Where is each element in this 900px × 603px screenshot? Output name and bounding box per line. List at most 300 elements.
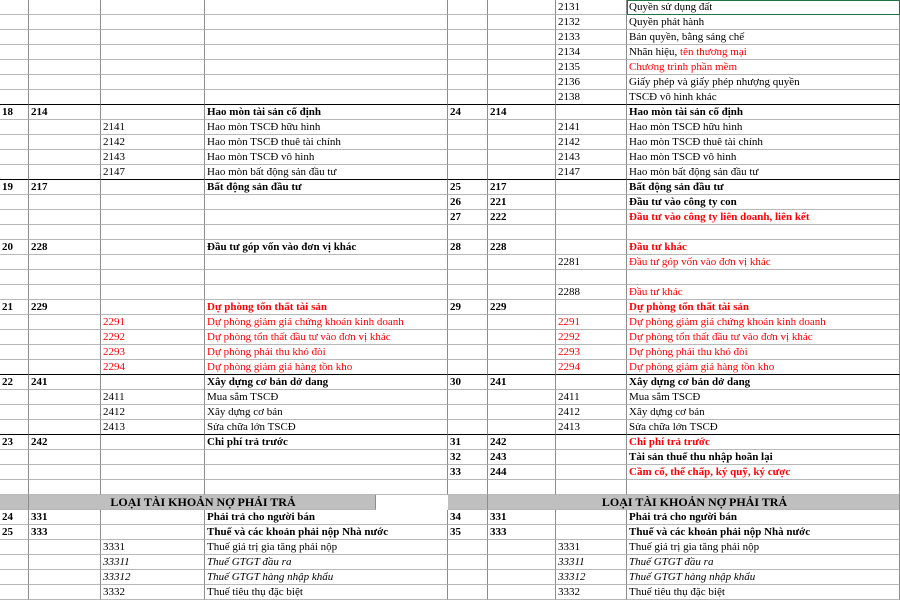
table-cell[interactable]	[448, 90, 488, 105]
table-cell[interactable]	[627, 45, 900, 60]
table-cell[interactable]	[0, 255, 29, 270]
table-cell[interactable]	[448, 195, 488, 210]
table-cell[interactable]	[488, 30, 556, 45]
table-cell[interactable]	[556, 240, 627, 255]
table-cell[interactable]	[205, 465, 448, 480]
table-cell[interactable]	[29, 180, 101, 195]
table-cell[interactable]	[556, 270, 627, 285]
table-cell[interactable]	[0, 45, 29, 60]
table-cell[interactable]	[101, 585, 205, 600]
table-cell[interactable]	[448, 285, 488, 300]
table-cell[interactable]	[101, 150, 205, 165]
table-cell[interactable]	[448, 255, 488, 270]
table-cell[interactable]	[29, 270, 101, 285]
table-cell[interactable]	[0, 195, 29, 210]
table-cell[interactable]	[627, 270, 900, 285]
table-cell[interactable]	[205, 570, 448, 585]
table-cell[interactable]	[556, 330, 627, 345]
table-cell[interactable]	[488, 555, 556, 570]
table-cell[interactable]	[556, 60, 627, 75]
table-cell[interactable]	[448, 570, 488, 585]
table-cell[interactable]	[488, 585, 556, 600]
table-cell[interactable]	[205, 270, 448, 285]
table-cell[interactable]	[448, 270, 488, 285]
table-cell[interactable]	[0, 165, 29, 180]
table-cell[interactable]	[29, 465, 101, 480]
table-cell[interactable]	[627, 405, 900, 420]
table-cell[interactable]	[29, 585, 101, 600]
table-cell[interactable]	[101, 210, 205, 225]
table-cell[interactable]	[205, 390, 448, 405]
table-cell[interactable]	[29, 135, 101, 150]
table-cell[interactable]	[205, 15, 448, 30]
table-cell[interactable]	[29, 195, 101, 210]
table-cell[interactable]	[29, 540, 101, 555]
table-cell[interactable]	[488, 270, 556, 285]
table-cell[interactable]	[627, 510, 900, 525]
table-cell[interactable]	[0, 480, 29, 495]
table-cell[interactable]	[627, 90, 900, 105]
table-cell[interactable]	[205, 315, 448, 330]
table-cell[interactable]	[0, 345, 29, 360]
table-cell[interactable]	[101, 510, 205, 525]
table-cell[interactable]	[0, 540, 29, 555]
table-cell[interactable]	[205, 150, 448, 165]
table-cell[interactable]	[556, 90, 627, 105]
table-cell[interactable]	[448, 165, 488, 180]
table-cell[interactable]	[488, 570, 556, 585]
table-cell[interactable]	[29, 240, 101, 255]
table-cell[interactable]	[488, 315, 556, 330]
table-cell[interactable]	[0, 120, 29, 135]
table-cell[interactable]	[627, 0, 900, 15]
table-cell[interactable]	[0, 315, 29, 330]
table-cell[interactable]	[627, 375, 900, 390]
table-cell[interactable]	[556, 465, 627, 480]
table-cell[interactable]	[29, 330, 101, 345]
table-cell[interactable]	[627, 105, 900, 120]
table-cell[interactable]	[627, 435, 900, 450]
table-cell[interactable]	[627, 150, 900, 165]
table-cell[interactable]	[556, 315, 627, 330]
table-cell[interactable]	[448, 330, 488, 345]
table-cell[interactable]	[627, 30, 900, 45]
table-cell[interactable]	[488, 165, 556, 180]
table-cell[interactable]	[0, 60, 29, 75]
table-cell[interactable]	[627, 480, 900, 495]
table-cell[interactable]	[448, 390, 488, 405]
table-cell[interactable]	[627, 15, 900, 30]
table-cell[interactable]	[556, 420, 627, 435]
table-cell[interactable]	[101, 30, 205, 45]
table-cell[interactable]	[101, 60, 205, 75]
table-cell[interactable]	[0, 285, 29, 300]
table-cell[interactable]	[0, 240, 29, 255]
table-cell[interactable]	[101, 195, 205, 210]
table-cell[interactable]	[0, 570, 29, 585]
table-cell[interactable]	[488, 105, 556, 120]
table-cell[interactable]	[448, 0, 488, 15]
table-cell[interactable]	[488, 75, 556, 90]
table-cell[interactable]	[101, 45, 205, 60]
table-cell[interactable]	[29, 345, 101, 360]
table-cell[interactable]	[101, 390, 205, 405]
table-cell[interactable]	[556, 585, 627, 600]
table-cell[interactable]	[488, 210, 556, 225]
table-cell[interactable]	[0, 330, 29, 345]
table-cell[interactable]	[205, 405, 448, 420]
table-cell[interactable]	[0, 90, 29, 105]
table-cell[interactable]	[29, 375, 101, 390]
table-cell[interactable]	[448, 105, 488, 120]
table-cell[interactable]	[101, 480, 205, 495]
table-cell[interactable]	[488, 360, 556, 375]
table-cell[interactable]	[448, 540, 488, 555]
table-cell[interactable]	[556, 450, 627, 465]
table-cell[interactable]	[488, 15, 556, 30]
table-cell[interactable]	[29, 60, 101, 75]
table-cell[interactable]	[627, 570, 900, 585]
table-cell[interactable]	[205, 105, 448, 120]
table-cell[interactable]	[627, 120, 900, 135]
section-header-cell[interactable]: LOẠI TÀI KHOẢN NỢ PHẢI TRẢ	[488, 495, 900, 510]
table-cell[interactable]	[205, 135, 448, 150]
table-cell[interactable]	[556, 540, 627, 555]
table-cell[interactable]	[448, 240, 488, 255]
table-cell[interactable]	[488, 45, 556, 60]
table-cell[interactable]	[101, 15, 205, 30]
table-cell[interactable]	[0, 30, 29, 45]
table-cell[interactable]	[0, 0, 29, 15]
table-cell[interactable]	[0, 555, 29, 570]
table-cell[interactable]	[488, 435, 556, 450]
table-cell[interactable]	[448, 15, 488, 30]
table-cell[interactable]	[627, 240, 900, 255]
table-cell[interactable]	[0, 450, 29, 465]
table-cell[interactable]	[101, 375, 205, 390]
table-cell[interactable]	[627, 255, 900, 270]
table-cell[interactable]	[205, 195, 448, 210]
table-cell[interactable]	[556, 195, 627, 210]
table-cell[interactable]	[448, 525, 488, 540]
table-cell[interactable]	[29, 405, 101, 420]
table-cell[interactable]	[205, 0, 448, 15]
table-cell[interactable]	[205, 285, 448, 300]
table-cell[interactable]	[0, 75, 29, 90]
table-cell[interactable]	[488, 375, 556, 390]
table-cell[interactable]	[0, 405, 29, 420]
table-cell[interactable]	[448, 150, 488, 165]
table-cell[interactable]	[488, 0, 556, 15]
table-cell[interactable]	[448, 360, 488, 375]
table-cell[interactable]	[556, 510, 627, 525]
table-cell[interactable]	[556, 390, 627, 405]
table-cell[interactable]	[29, 480, 101, 495]
table-cell[interactable]	[448, 120, 488, 135]
table-cell[interactable]	[488, 540, 556, 555]
table-cell[interactable]	[205, 240, 448, 255]
table-cell[interactable]	[101, 435, 205, 450]
table-cell[interactable]	[627, 75, 900, 90]
table-cell[interactable]	[627, 420, 900, 435]
table-cell[interactable]	[0, 510, 29, 525]
table-cell[interactable]	[488, 150, 556, 165]
table-cell[interactable]	[627, 555, 900, 570]
table-cell[interactable]	[205, 90, 448, 105]
table-cell[interactable]	[556, 30, 627, 45]
table-cell[interactable]	[0, 585, 29, 600]
table-cell[interactable]	[556, 255, 627, 270]
table-cell[interactable]	[627, 360, 900, 375]
table-cell[interactable]	[556, 375, 627, 390]
table-cell[interactable]	[29, 45, 101, 60]
table-cell[interactable]	[0, 390, 29, 405]
table-cell[interactable]	[556, 300, 627, 315]
table-cell[interactable]	[556, 150, 627, 165]
table-cell[interactable]	[101, 525, 205, 540]
table-cell[interactable]	[205, 300, 448, 315]
table-cell[interactable]	[29, 75, 101, 90]
table-cell[interactable]	[101, 465, 205, 480]
table-cell[interactable]	[101, 330, 205, 345]
table-cell[interactable]	[101, 555, 205, 570]
table-cell[interactable]	[488, 510, 556, 525]
table-cell[interactable]	[0, 435, 29, 450]
table-cell[interactable]	[101, 225, 205, 240]
table-cell[interactable]	[488, 285, 556, 300]
table-cell[interactable]	[556, 165, 627, 180]
table-cell[interactable]	[205, 165, 448, 180]
table-cell[interactable]	[101, 75, 205, 90]
table-cell[interactable]	[29, 90, 101, 105]
table-cell[interactable]	[0, 225, 29, 240]
table-cell[interactable]	[556, 135, 627, 150]
table-cell[interactable]	[556, 525, 627, 540]
table-cell[interactable]	[488, 300, 556, 315]
table-cell[interactable]	[205, 450, 448, 465]
table-cell[interactable]	[556, 360, 627, 375]
table-cell[interactable]	[488, 240, 556, 255]
table-cell[interactable]	[627, 315, 900, 330]
table-cell[interactable]	[101, 450, 205, 465]
table-cell[interactable]	[627, 225, 900, 240]
table-cell[interactable]	[29, 525, 101, 540]
table-cell[interactable]	[556, 75, 627, 90]
table-cell[interactable]	[448, 510, 488, 525]
table-cell[interactable]	[29, 0, 101, 15]
table-cell[interactable]	[448, 555, 488, 570]
table-cell[interactable]	[448, 30, 488, 45]
table-cell[interactable]	[556, 225, 627, 240]
table-cell[interactable]	[205, 225, 448, 240]
table-cell[interactable]	[29, 420, 101, 435]
table-cell[interactable]	[627, 465, 900, 480]
table-cell[interactable]	[205, 585, 448, 600]
table-cell[interactable]	[101, 0, 205, 15]
table-cell[interactable]	[205, 330, 448, 345]
table-cell[interactable]	[101, 270, 205, 285]
table-cell[interactable]	[101, 570, 205, 585]
table-cell[interactable]	[101, 360, 205, 375]
table-cell[interactable]	[29, 150, 101, 165]
table-cell[interactable]	[488, 60, 556, 75]
table-cell[interactable]	[0, 495, 29, 510]
table-cell[interactable]	[101, 540, 205, 555]
table-cell[interactable]	[205, 255, 448, 270]
table-cell[interactable]	[448, 210, 488, 225]
table-cell[interactable]	[101, 300, 205, 315]
table-cell[interactable]	[205, 435, 448, 450]
table-cell[interactable]	[556, 405, 627, 420]
table-cell[interactable]	[448, 45, 488, 60]
table-cell[interactable]	[29, 510, 101, 525]
table-cell[interactable]	[556, 15, 627, 30]
table-cell[interactable]	[29, 555, 101, 570]
table-cell[interactable]	[488, 135, 556, 150]
table-cell[interactable]	[29, 225, 101, 240]
table-cell[interactable]	[627, 585, 900, 600]
table-cell[interactable]	[448, 495, 488, 510]
table-cell[interactable]	[448, 465, 488, 480]
table-cell[interactable]	[448, 435, 488, 450]
table-cell[interactable]	[556, 570, 627, 585]
table-cell[interactable]	[448, 300, 488, 315]
table-cell[interactable]	[488, 390, 556, 405]
table-cell[interactable]	[205, 180, 448, 195]
table-cell[interactable]	[29, 30, 101, 45]
table-cell[interactable]	[0, 360, 29, 375]
table-cell[interactable]	[205, 510, 448, 525]
table-cell[interactable]	[205, 30, 448, 45]
table-cell[interactable]	[627, 330, 900, 345]
table-cell[interactable]	[448, 60, 488, 75]
table-cell[interactable]	[627, 285, 900, 300]
table-cell[interactable]	[205, 45, 448, 60]
table-cell[interactable]	[101, 255, 205, 270]
table-cell[interactable]	[0, 135, 29, 150]
table-cell[interactable]	[29, 285, 101, 300]
table-cell[interactable]	[0, 375, 29, 390]
table-cell[interactable]	[29, 15, 101, 30]
table-cell[interactable]	[488, 480, 556, 495]
table-cell[interactable]	[205, 210, 448, 225]
table-cell[interactable]	[205, 345, 448, 360]
table-cell[interactable]	[205, 75, 448, 90]
table-cell[interactable]	[627, 450, 900, 465]
table-cell[interactable]	[0, 300, 29, 315]
table-cell[interactable]	[101, 105, 205, 120]
table-cell[interactable]	[488, 420, 556, 435]
table-cell[interactable]	[101, 135, 205, 150]
table-cell[interactable]	[448, 315, 488, 330]
table-cell[interactable]	[448, 375, 488, 390]
table-cell[interactable]	[29, 210, 101, 225]
table-cell[interactable]	[0, 180, 29, 195]
table-cell[interactable]	[101, 345, 205, 360]
table-cell[interactable]	[556, 120, 627, 135]
table-cell[interactable]	[29, 165, 101, 180]
table-cell[interactable]	[29, 315, 101, 330]
table-cell[interactable]	[205, 375, 448, 390]
table-cell[interactable]	[29, 435, 101, 450]
table-cell[interactable]	[488, 330, 556, 345]
table-cell[interactable]	[448, 180, 488, 195]
table-cell[interactable]	[488, 255, 556, 270]
table-cell[interactable]	[29, 105, 101, 120]
table-cell[interactable]	[627, 525, 900, 540]
table-cell[interactable]	[205, 120, 448, 135]
table-cell[interactable]	[627, 195, 900, 210]
table-cell[interactable]	[627, 390, 900, 405]
table-cell[interactable]	[0, 105, 29, 120]
table-cell[interactable]	[101, 285, 205, 300]
table-cell[interactable]	[556, 210, 627, 225]
table-cell[interactable]	[488, 90, 556, 105]
table-cell[interactable]	[29, 360, 101, 375]
table-cell[interactable]	[101, 405, 205, 420]
table-cell[interactable]	[29, 390, 101, 405]
table-cell[interactable]	[556, 180, 627, 195]
table-cell[interactable]	[205, 555, 448, 570]
table-cell[interactable]	[627, 60, 900, 75]
table-cell[interactable]	[101, 420, 205, 435]
table-cell[interactable]	[627, 540, 900, 555]
section-header-cell[interactable]: LOẠI TÀI KHOẢN NỢ PHẢI TRẢ	[29, 495, 376, 510]
table-cell[interactable]	[556, 480, 627, 495]
table-cell[interactable]	[0, 420, 29, 435]
table-cell[interactable]	[556, 285, 627, 300]
table-cell[interactable]	[205, 420, 448, 435]
table-cell[interactable]	[448, 225, 488, 240]
table-cell[interactable]	[627, 180, 900, 195]
table-cell[interactable]	[556, 0, 627, 15]
table-cell[interactable]	[556, 45, 627, 60]
table-cell[interactable]	[448, 420, 488, 435]
table-cell[interactable]	[101, 165, 205, 180]
table-cell[interactable]	[488, 525, 556, 540]
table-cell[interactable]	[488, 120, 556, 135]
table-cell[interactable]	[556, 435, 627, 450]
table-cell[interactable]	[0, 270, 29, 285]
table-cell[interactable]	[101, 180, 205, 195]
table-cell[interactable]	[448, 135, 488, 150]
table-cell[interactable]	[556, 555, 627, 570]
table-cell[interactable]	[488, 345, 556, 360]
table-cell[interactable]	[627, 345, 900, 360]
table-cell[interactable]	[556, 345, 627, 360]
table-cell[interactable]	[0, 525, 29, 540]
table-cell[interactable]	[627, 300, 900, 315]
table-cell[interactable]	[101, 120, 205, 135]
table-cell[interactable]	[0, 210, 29, 225]
table-cell[interactable]	[205, 60, 448, 75]
table-cell[interactable]	[488, 225, 556, 240]
table-cell[interactable]	[627, 135, 900, 150]
table-cell[interactable]	[0, 465, 29, 480]
table-cell[interactable]	[488, 450, 556, 465]
table-cell[interactable]	[448, 345, 488, 360]
table-cell[interactable]	[448, 480, 488, 495]
table-cell[interactable]	[29, 300, 101, 315]
table-cell[interactable]	[29, 570, 101, 585]
table-cell[interactable]	[205, 525, 448, 540]
table-cell[interactable]	[448, 75, 488, 90]
table-cell[interactable]	[556, 105, 627, 120]
table-cell[interactable]	[29, 450, 101, 465]
table-cell[interactable]	[205, 540, 448, 555]
table-cell[interactable]	[205, 480, 448, 495]
table-cell[interactable]	[0, 150, 29, 165]
